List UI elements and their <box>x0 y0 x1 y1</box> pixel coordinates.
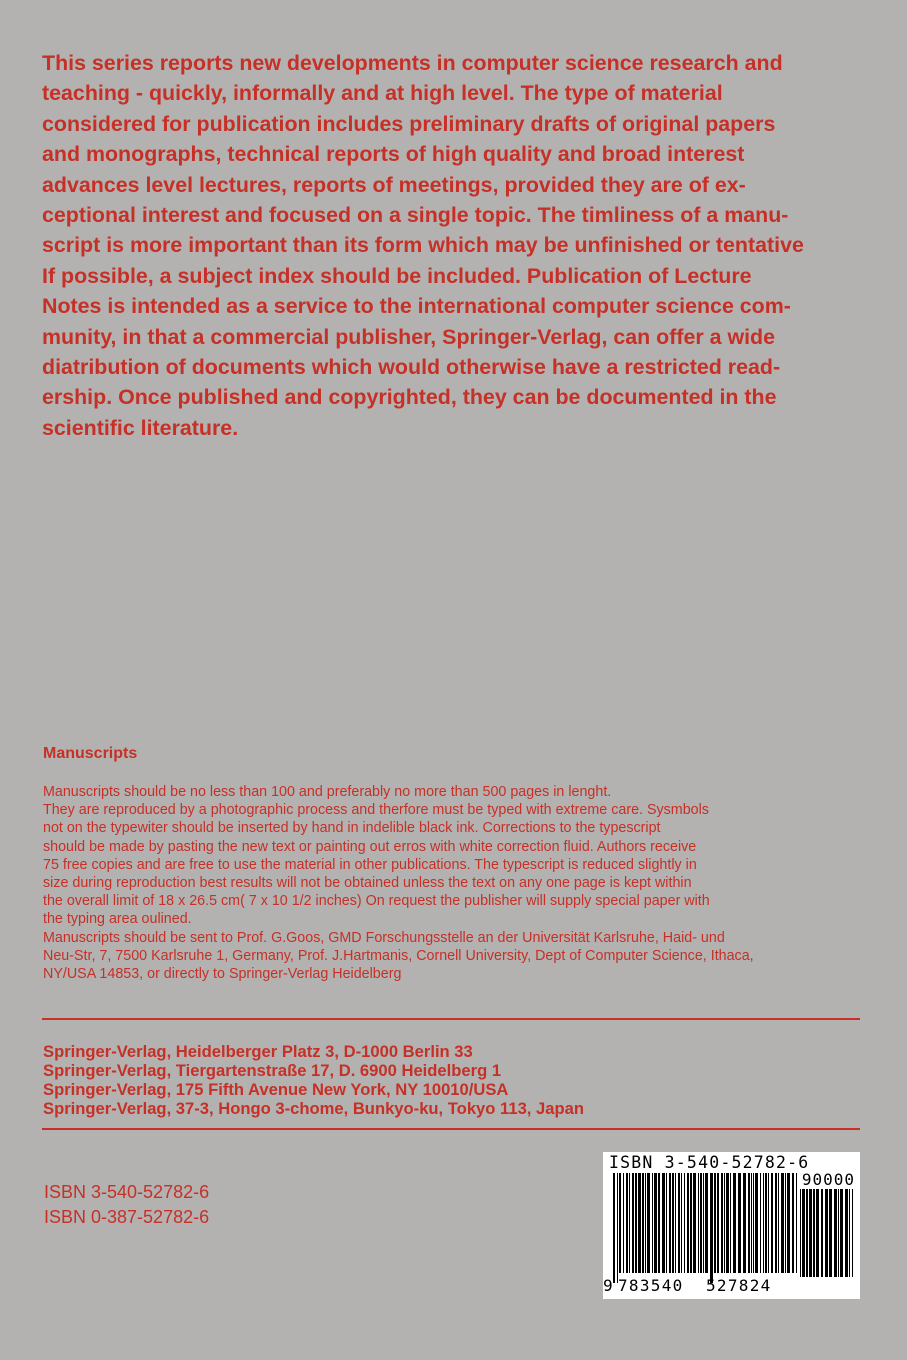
barcode-bar <box>645 1173 646 1273</box>
barcode-bar <box>693 1173 696 1273</box>
barcode-bar <box>743 1173 746 1273</box>
description-line: If possible, a subject index should be included. Publication of Lecture <box>42 263 752 288</box>
barcode-bar <box>838 1189 839 1277</box>
barcode-bar <box>658 1173 660 1273</box>
barcode-bar <box>717 1173 719 1273</box>
barcode-bar <box>669 1173 671 1273</box>
barcode-bar <box>755 1173 758 1273</box>
barcode-bar <box>678 1173 680 1273</box>
instructions-line: NY/USA 14853, or directly to Springer-Verlag Heidelberg <box>43 966 402 983</box>
barcode-bar <box>778 1173 779 1273</box>
barcode-addon-bars <box>800 1189 856 1277</box>
series-description <box>42 48 868 443</box>
barcode-bar <box>714 1173 716 1273</box>
barcode-bar <box>787 1173 790 1273</box>
barcode-bar <box>724 1173 725 1273</box>
address-line: Springer-Verlag, 175 Fifth Avenue New York, NY 10010/USA <box>43 1080 509 1099</box>
barcode-bar <box>666 1173 667 1273</box>
description-line: Notes is intended as a service to the international computer science com- <box>42 294 791 319</box>
barcode-bar <box>642 1173 644 1273</box>
barcode-bar <box>796 1173 797 1273</box>
barcode-bar <box>792 1173 794 1273</box>
barcode-bar <box>834 1189 837 1277</box>
instructions-line: the overall limit of 18 x 26.5 cm( 7 x 10 1/2 inches) On request the publisher will supply special paper with <box>43 893 710 910</box>
description-line: advances level lectures, reports of meetings, provided they are of ex- <box>42 172 746 197</box>
barcode-bar <box>829 1189 832 1277</box>
barcode-bar <box>748 1173 750 1273</box>
instructions-line: the typing area oulined. <box>43 911 192 928</box>
barcode-bar <box>816 1189 819 1277</box>
barcode-bar <box>771 1173 773 1273</box>
instructions-line: 75 free copies and are free to use the material in other publications. The typescript is reduced slightly in <box>43 856 697 873</box>
barcode-bar <box>809 1189 812 1277</box>
description-line: ceptional interest and focused on a single topic. The timliness of a manu- <box>42 203 789 228</box>
barcode-bar <box>721 1173 723 1273</box>
barcode-bar <box>698 1173 699 1273</box>
barcode-bar <box>617 1173 618 1283</box>
barcode-bar <box>765 1173 767 1273</box>
barcode-bar <box>751 1173 752 1273</box>
address-line: Springer-Verlag, Heidelberger Platz 3, D-1000 Berlin 33 <box>43 1042 473 1061</box>
barcode-bar <box>626 1173 628 1273</box>
barcode-bar <box>629 1173 630 1273</box>
barcode-bar <box>785 1173 786 1273</box>
barcode-bar <box>705 1173 708 1273</box>
barcode-bar <box>613 1173 615 1283</box>
barcode-bar <box>684 1173 685 1273</box>
barcode-bar <box>813 1189 815 1277</box>
divider-bottom <box>42 1128 860 1130</box>
barcode-main-bars <box>613 1173 799 1283</box>
description-line: This series reports new developments in computer science research and <box>42 51 783 75</box>
instructions-line: Manuscripts should be no less than 100 and preferably no more than 500 pages in lenght. <box>43 784 612 800</box>
barcode-bar <box>845 1189 848 1277</box>
isbn-list <box>44 1180 209 1230</box>
barcode-bar <box>710 1173 713 1283</box>
description-line: munity, in that a commercial publisher, Springer-Verlag, can offer a wide <box>42 324 776 349</box>
barcode-digit-group-right: 527824 <box>706 1276 772 1295</box>
description-line: teaching - quickly, informally and at high level. The type of material <box>42 81 723 106</box>
barcode-bar <box>681 1173 682 1273</box>
barcode-bar <box>652 1173 653 1273</box>
description-line: diatribution of documents which would otherwise have a restricted read- <box>42 355 781 380</box>
barcode-bar <box>687 1173 689 1273</box>
barcode-bar <box>654 1173 657 1273</box>
barcode-bar <box>675 1173 676 1273</box>
description-line: scientific literature. <box>42 415 239 440</box>
barcode-bar <box>760 1173 761 1273</box>
manuscripts-heading: Manuscripts <box>43 745 138 762</box>
barcode-bar <box>638 1173 641 1273</box>
barcode-bar <box>775 1173 777 1273</box>
instructions-line: Neu-Str, 7, 7500 Karlsruhe 1, Germany, Prof. J.Hartmanis, Cornell University, Dept of Computer Science, Ithaca, <box>43 947 754 964</box>
barcode-bar <box>623 1173 624 1273</box>
divider-top <box>42 1018 860 1020</box>
instructions-line: not on the typewiter should be inserted by hand in indelible black ink. Corrections to the typescript <box>43 820 661 837</box>
barcode <box>603 1152 860 1299</box>
barcode-bar <box>781 1173 784 1273</box>
barcode-bar <box>806 1189 808 1277</box>
barcode-bar <box>763 1173 764 1273</box>
address-line: Springer-Verlag, 37-3, Hongo 3-chome, Bunkyo-ku, Tokyo 113, Japan <box>43 1099 584 1118</box>
barcode-bar <box>700 1173 702 1273</box>
barcode-addon-digits: 90000 <box>801 1170 855 1189</box>
address-line: Springer-Verlag, Tiergartenstraße 17, D. 6900 Heidelberg 1 <box>43 1061 502 1080</box>
barcode-bar <box>849 1189 850 1277</box>
barcode-bar <box>768 1173 769 1273</box>
barcode-bar <box>825 1189 828 1277</box>
publisher-addresses <box>43 1042 584 1118</box>
barcode-bar <box>738 1173 741 1273</box>
barcode-bar <box>733 1173 736 1273</box>
barcode-bar <box>730 1173 731 1273</box>
barcode-bar <box>690 1173 692 1273</box>
barcode-bar <box>662 1173 665 1273</box>
manuscripts-instructions <box>43 783 871 983</box>
barcode-bar <box>632 1173 634 1273</box>
barcode-isbn-label: ISBN 3-540-52782-6 <box>609 1153 810 1172</box>
barcode-bar <box>840 1189 843 1277</box>
description-line: considered for publication includes preliminary drafts of original papers <box>42 111 776 136</box>
instructions-line: should be made by pasting the new text or painting out erros with white correction fluid. Authors receive <box>43 838 697 855</box>
barcode-digit-group-left: 783540 <box>618 1276 684 1295</box>
barcode-bar <box>800 1189 801 1277</box>
barcode-bar <box>802 1189 805 1277</box>
barcode-bar <box>647 1173 650 1273</box>
barcode-bar <box>635 1173 637 1273</box>
description-line: ership. Once published and copyrighted, they can be documented in the <box>42 385 777 410</box>
instructions-line: size during reproduction best results will not be obtained unless the text on any one page is kept within <box>43 875 692 892</box>
barcode-bar <box>852 1189 853 1277</box>
barcode-bar <box>753 1173 754 1273</box>
description-line: script is more important than its form which may be unfinished or tentative <box>42 233 804 258</box>
instructions-line: They are reproduced by a photographic process and therfore must be typed with extreme care. Sysmbols <box>43 802 709 819</box>
instructions-line: Manuscripts should be sent to Prof. G.Goos, GMD Forschungsstelle an der Universität Karlsruhe, Haid- und <box>43 929 725 946</box>
barcode-bar <box>726 1173 729 1273</box>
barcode-lead-digit: 9 <box>603 1276 614 1295</box>
barcode-bar <box>619 1173 621 1273</box>
isbn-line: ISBN 0-387-52782-6 <box>44 1207 210 1227</box>
barcode-bar <box>821 1189 823 1277</box>
barcode-bar <box>672 1173 674 1273</box>
description-line: and monographs, technical reports of high quality and broad interest <box>42 142 745 167</box>
barcode-bar <box>703 1173 704 1273</box>
isbn-line: ISBN 3-540-52782-6 <box>44 1182 210 1202</box>
